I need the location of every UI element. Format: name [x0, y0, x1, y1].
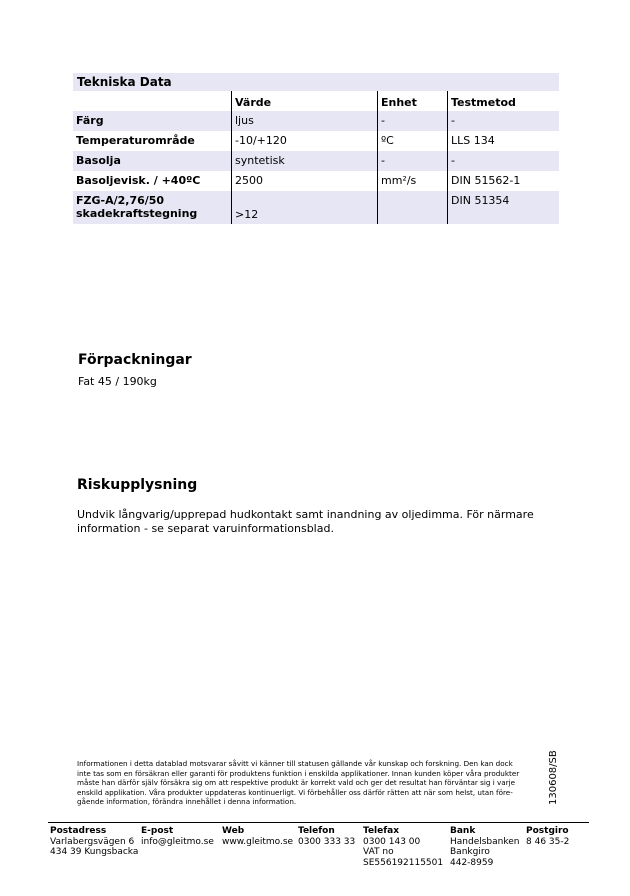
row-value: ljus — [231, 111, 377, 131]
row-label: Basoljevisk. / +40ºC — [76, 174, 201, 187]
table-row — [73, 131, 559, 151]
risk-text — [77, 508, 534, 536]
footer-value: VAT no — [363, 847, 394, 857]
row-value: 2500 — [231, 171, 377, 191]
footer-value: 0300 333 33 — [298, 836, 356, 847]
footer-value: 442-8959 — [450, 857, 494, 868]
footer-label: Postgiro — [526, 826, 569, 836]
disclaimer-line: måste han därför själv försäkra sig om att respektive produkt är korrekt vald och ger det resultat han förväntar sig i varje — [77, 778, 516, 787]
footer-postadress — [50, 826, 138, 858]
footer-value: 0300 143 00 — [363, 836, 421, 847]
header-test-method: Testmetod — [447, 91, 559, 111]
footer-epost — [141, 826, 214, 847]
table-row — [73, 171, 559, 191]
footer-web — [222, 826, 293, 847]
row-label: Temperaturområde — [76, 134, 195, 147]
risk-text-line2: information - se separat varuinformationsblad. — [77, 522, 334, 535]
row-method: - — [447, 111, 559, 131]
table-row — [73, 151, 559, 171]
footer-value: 8 46 35-2 — [526, 836, 570, 847]
row-unit — [377, 191, 447, 224]
row-value: -10/+120 — [231, 131, 377, 151]
header-empty — [73, 91, 231, 111]
packaging-title: Förpackningar — [78, 352, 192, 368]
row-label: Färg — [76, 114, 104, 127]
footer-value: Bankgiro — [450, 847, 490, 857]
row-unit: - — [377, 151, 447, 171]
footer-label: Bank — [450, 826, 476, 836]
footer-value: SE556192115501 — [363, 857, 444, 868]
packaging-text: Fat 45 / 190kg — [78, 375, 157, 388]
footer-divider — [48, 822, 589, 823]
row-unit: ºC — [377, 131, 447, 151]
risk-text-line1: Undvik långvarig/upprepad hudkontakt samt inandning av oljedimma. För närmare — [77, 508, 534, 521]
row-unit: mm²/s — [377, 171, 447, 191]
row-method: DIN 51354 — [447, 191, 559, 224]
table-row — [73, 191, 559, 224]
footer-telefon — [298, 826, 355, 847]
disclaimer — [77, 759, 545, 807]
footer-postgiro — [526, 826, 569, 847]
disclaimer-line: gående information, förändra innehållet i denna information. — [77, 797, 297, 806]
technical-data-table — [73, 73, 559, 224]
disclaimer-line: enskild applikation. Våra produkter uppdateras kontinuerligt. Vi förbehåller oss därför rätten att när som helst, utan före- — [77, 787, 513, 797]
row-method: - — [447, 151, 559, 171]
disclaimer-line: Informationen i detta datablad motsvarar såvitt vi känner till statusen gällande vår kunskap och forskning. Den kan dock — [77, 759, 513, 768]
footer-telefax — [363, 826, 443, 868]
row-value: >12 — [231, 191, 377, 224]
disclaimer-line: inte tas som en försäkran eller garanti för produktens funktion i enskilda applikationer. Innan kunden köper våra produkter — [77, 768, 520, 778]
technical-data-title: Tekniska Data — [73, 73, 559, 91]
row-unit: - — [377, 111, 447, 131]
row-label: Basolja — [76, 154, 121, 167]
footer-web-link[interactable]: www.gleitmo.se — [222, 836, 294, 847]
footer-bank — [450, 826, 520, 868]
footer-label: Postadress — [50, 826, 107, 836]
row-label-line1: FZG-A/2,76/50 — [76, 194, 165, 207]
row-value: syntetisk — [231, 151, 377, 171]
table-row — [73, 111, 559, 131]
footer-label: Telefon — [298, 826, 335, 836]
footer-label: Web — [222, 826, 245, 836]
footer-value: Varlabergsvägen 6 — [50, 836, 135, 847]
risk-title: Riskupplysning — [77, 477, 198, 493]
row-label — [73, 191, 231, 224]
footer-label: Telefax — [363, 826, 400, 836]
header-value: Värde — [231, 91, 377, 111]
header-unit: Enhet — [377, 91, 447, 111]
footer-value: Handelsbanken — [450, 836, 520, 847]
row-label-line2: skadekraftstegning — [76, 207, 198, 220]
footer-value: 434 39 Kungsbacka — [50, 847, 139, 857]
footer-email-link[interactable]: info@gleitmo.se — [141, 836, 214, 847]
footer-label: E-post — [141, 826, 174, 836]
row-method: DIN 51562-1 — [447, 171, 559, 191]
table-header-row — [73, 91, 559, 111]
document-code: 130608/SB — [548, 750, 559, 805]
row-method: LLS 134 — [447, 131, 559, 151]
